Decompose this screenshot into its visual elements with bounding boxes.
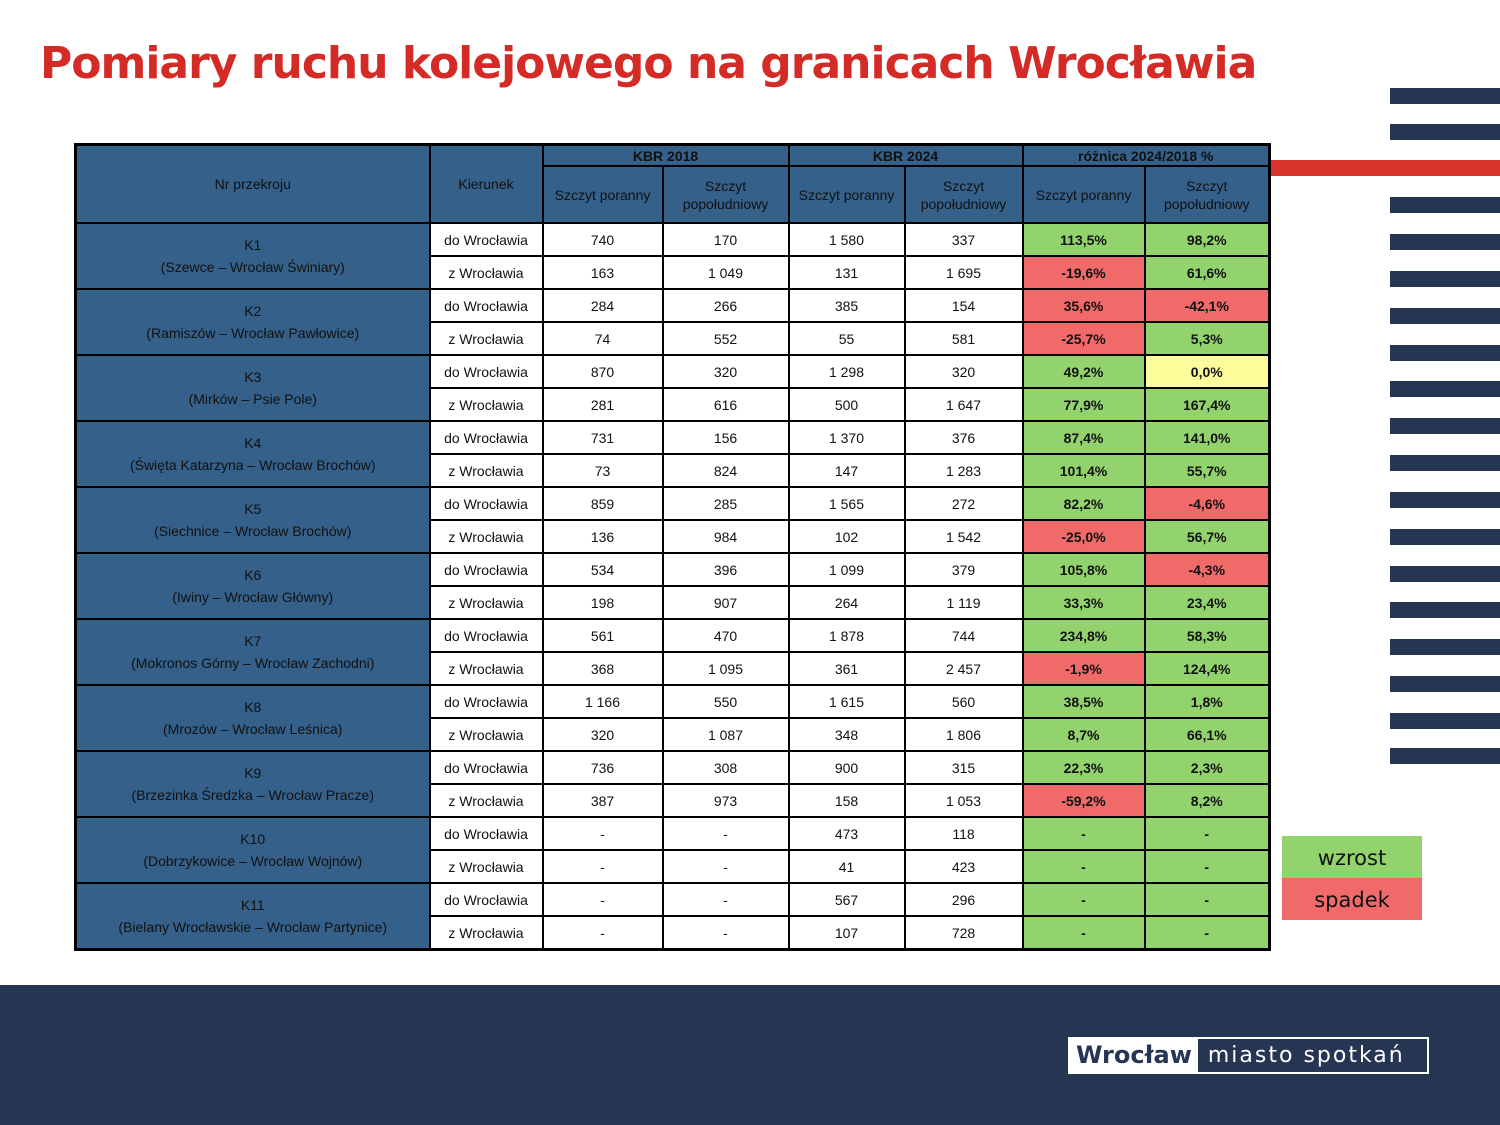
section-name: (Szewce – Wrocław Świniary) [160, 259, 345, 275]
value-cell: 1 166 [543, 685, 663, 718]
difference-cell: - [1145, 850, 1270, 883]
value-cell: 281 [543, 388, 663, 421]
value-cell: 158 [789, 784, 905, 817]
value-cell: 740 [543, 223, 663, 256]
section-name: (Siechnice – Wrocław Brochów) [154, 523, 352, 539]
difference-cell: 234,8% [1023, 619, 1145, 652]
value-cell: 907 [663, 586, 789, 619]
difference-cell: 8,7% [1023, 718, 1145, 751]
difference-cell: -25,0% [1023, 520, 1145, 553]
legend-decrease: spadek [1282, 878, 1422, 920]
value-cell: 315 [905, 751, 1023, 784]
value-cell: 198 [543, 586, 663, 619]
wroclaw-logo [1068, 1037, 1429, 1074]
section-name: (Mirków – Psie Pole) [188, 391, 317, 407]
value-cell: 470 [663, 619, 789, 652]
page-title: Pomiary ruchu kolejowego na granicach Wrocławia [40, 38, 1257, 89]
value-cell: 736 [543, 751, 663, 784]
difference-cell: 58,3% [1145, 619, 1270, 652]
value-cell: 1 283 [905, 454, 1023, 487]
direction-cell: do Wrocławia [430, 487, 543, 520]
section-cell [76, 685, 430, 751]
difference-cell: -19,6% [1023, 256, 1145, 289]
value-cell: 387 [543, 784, 663, 817]
header-kbr-2024: KBR 2024 [789, 145, 1023, 167]
value-cell: 320 [663, 355, 789, 388]
value-cell: 859 [543, 487, 663, 520]
difference-cell: 22,3% [1023, 751, 1145, 784]
section-name: (Mrozów – Wrocław Leśnica) [163, 721, 343, 737]
direction-cell: do Wrocławia [430, 817, 543, 850]
section-cell [76, 751, 430, 817]
table-row [76, 817, 1270, 850]
section-name: (Mokronos Górny – Wrocław Zachodni) [131, 655, 375, 671]
value-cell: 534 [543, 553, 663, 586]
legend [1282, 836, 1422, 920]
value-cell: 1 370 [789, 421, 905, 454]
difference-cell: -4,6% [1145, 487, 1270, 520]
direction-cell: do Wrocławia [430, 751, 543, 784]
difference-cell: 5,3% [1145, 322, 1270, 355]
traffic-table [74, 143, 1271, 951]
value-cell: 1 695 [905, 256, 1023, 289]
difference-cell: 113,5% [1023, 223, 1145, 256]
value-cell: 266 [663, 289, 789, 322]
table-row [76, 751, 1270, 784]
table-row [76, 883, 1270, 916]
section-cell [76, 619, 430, 685]
value-cell: 616 [663, 388, 789, 421]
value-cell: 567 [789, 883, 905, 916]
table-row [76, 553, 1270, 586]
value-cell: 2 457 [905, 652, 1023, 685]
value-cell: 1 565 [789, 487, 905, 520]
difference-cell: 8,2% [1145, 784, 1270, 817]
section-cell [76, 553, 430, 619]
value-cell: 1 647 [905, 388, 1023, 421]
difference-cell: 55,7% [1145, 454, 1270, 487]
direction-cell: z Wrocławia [430, 784, 543, 817]
header-afternoon-2018: Szczyt popołudniowy [663, 166, 789, 223]
header-afternoon-diff: Szczyt popołudniowy [1145, 166, 1270, 223]
difference-cell: 87,4% [1023, 421, 1145, 454]
value-cell: 361 [789, 652, 905, 685]
value-cell: 473 [789, 817, 905, 850]
difference-cell: 0,0% [1145, 355, 1270, 388]
value-cell: - [663, 817, 789, 850]
value-cell: 102 [789, 520, 905, 553]
section-code: K8 [244, 699, 262, 715]
value-cell: 1 095 [663, 652, 789, 685]
logo-slogan: miasto spotkań [1207, 1043, 1405, 1068]
section-code: K5 [244, 501, 262, 517]
value-cell: 1 119 [905, 586, 1023, 619]
section-name: (Brzezinka Średzka – Wrocław Pracze) [131, 787, 374, 803]
value-cell: 552 [663, 322, 789, 355]
value-cell: 396 [663, 553, 789, 586]
direction-cell: do Wrocławia [430, 355, 543, 388]
section-cell [76, 817, 430, 883]
direction-cell: z Wrocławia [430, 454, 543, 487]
value-cell: 320 [543, 718, 663, 751]
difference-cell: 141,0% [1145, 421, 1270, 454]
difference-cell: 98,2% [1145, 223, 1270, 256]
value-cell: 136 [543, 520, 663, 553]
value-cell: 285 [663, 487, 789, 520]
value-cell: - [543, 817, 663, 850]
direction-cell: z Wrocławia [430, 388, 543, 421]
value-cell: 154 [905, 289, 1023, 322]
difference-cell: - [1023, 883, 1145, 916]
direction-cell: z Wrocławia [430, 322, 543, 355]
value-cell: 1 615 [789, 685, 905, 718]
difference-cell: 105,8% [1023, 553, 1145, 586]
section-code: K4 [244, 435, 262, 451]
value-cell: 131 [789, 256, 905, 289]
section-code: K9 [244, 765, 262, 781]
value-cell: 107 [789, 916, 905, 950]
section-name: (Iwiny – Wrocław Główny) [172, 589, 334, 605]
difference-cell: 38,5% [1023, 685, 1145, 718]
value-cell: 731 [543, 421, 663, 454]
section-code: K3 [244, 369, 262, 385]
section-cell [76, 355, 430, 421]
value-cell: 118 [905, 817, 1023, 850]
value-cell: 170 [663, 223, 789, 256]
header-difference: różnica 2024/2018 % [1023, 145, 1270, 167]
value-cell: 73 [543, 454, 663, 487]
section-cell [76, 223, 430, 289]
value-cell: 744 [905, 619, 1023, 652]
value-cell: 296 [905, 883, 1023, 916]
table-row [76, 355, 1270, 388]
value-cell: 272 [905, 487, 1023, 520]
value-cell: 984 [663, 520, 789, 553]
difference-cell: - [1023, 817, 1145, 850]
difference-cell: 66,1% [1145, 718, 1270, 751]
value-cell: 368 [543, 652, 663, 685]
value-cell: 973 [663, 784, 789, 817]
difference-cell: - [1145, 916, 1270, 950]
section-code: K7 [244, 633, 262, 649]
value-cell: 1 878 [789, 619, 905, 652]
value-cell: 55 [789, 322, 905, 355]
section-name: (Bielany Wrocławskie – Wrocław Partynice) [118, 919, 388, 935]
difference-cell: 2,3% [1145, 751, 1270, 784]
logo-city: Wrocław [1070, 1039, 1198, 1072]
value-cell: 423 [905, 850, 1023, 883]
section-name: (Święta Katarzyna – Wrocław Brochów) [129, 457, 376, 473]
section-code: K1 [244, 237, 262, 253]
value-cell: 728 [905, 916, 1023, 950]
direction-cell: do Wrocławia [430, 553, 543, 586]
value-cell: 1 049 [663, 256, 789, 289]
value-cell: 337 [905, 223, 1023, 256]
value-cell: 561 [543, 619, 663, 652]
section-name: (Dobrzykowice – Wrocław Wojnów) [143, 853, 363, 869]
section-code: K2 [244, 303, 262, 319]
value-cell: 1 053 [905, 784, 1023, 817]
direction-cell: z Wrocławia [430, 652, 543, 685]
value-cell: 163 [543, 256, 663, 289]
value-cell: 1 580 [789, 223, 905, 256]
direction-cell: do Wrocławia [430, 289, 543, 322]
difference-cell: -25,7% [1023, 322, 1145, 355]
value-cell: 1 298 [789, 355, 905, 388]
direction-cell: do Wrocławia [430, 883, 543, 916]
difference-cell: 82,2% [1023, 487, 1145, 520]
value-cell: - [543, 916, 663, 950]
direction-cell: z Wrocławia [430, 916, 543, 950]
legend-increase: wzrost [1282, 836, 1422, 878]
table-body [76, 223, 1270, 950]
difference-cell: -42,1% [1145, 289, 1270, 322]
difference-cell: - [1145, 817, 1270, 850]
value-cell: 824 [663, 454, 789, 487]
header-afternoon-2024: Szczyt popołudniowy [905, 166, 1023, 223]
value-cell: 1 099 [789, 553, 905, 586]
direction-cell: z Wrocławia [430, 520, 543, 553]
difference-cell: 56,7% [1145, 520, 1270, 553]
difference-cell: 124,4% [1145, 652, 1270, 685]
direction-cell: do Wrocławia [430, 421, 543, 454]
header-morning-2024: Szczyt poranny [789, 166, 905, 223]
value-cell: 41 [789, 850, 905, 883]
value-cell: 308 [663, 751, 789, 784]
header-section: Nr przekroju [76, 145, 430, 224]
direction-cell: z Wrocławia [430, 850, 543, 883]
difference-cell: 61,6% [1145, 256, 1270, 289]
value-cell: 379 [905, 553, 1023, 586]
table-row [76, 487, 1270, 520]
table-row [76, 619, 1270, 652]
value-cell: 1 806 [905, 718, 1023, 751]
value-cell: 147 [789, 454, 905, 487]
section-code: K11 [240, 897, 265, 913]
section-code: K10 [240, 831, 266, 847]
difference-cell: -59,2% [1023, 784, 1145, 817]
difference-cell: 33,3% [1023, 586, 1145, 619]
difference-cell: 101,4% [1023, 454, 1145, 487]
value-cell: 284 [543, 289, 663, 322]
difference-cell: 167,4% [1145, 388, 1270, 421]
value-cell: 376 [905, 421, 1023, 454]
value-cell: - [663, 883, 789, 916]
section-cell [76, 289, 430, 355]
direction-cell: z Wrocławia [430, 586, 543, 619]
difference-cell: - [1145, 883, 1270, 916]
section-cell [76, 487, 430, 553]
value-cell: 870 [543, 355, 663, 388]
direction-cell: z Wrocławia [430, 718, 543, 751]
table-row [76, 421, 1270, 454]
header-kbr-2018: KBR 2018 [543, 145, 789, 167]
difference-cell: 1,8% [1145, 685, 1270, 718]
value-cell: 900 [789, 751, 905, 784]
value-cell: 385 [789, 289, 905, 322]
value-cell: 320 [905, 355, 1023, 388]
difference-cell: 35,6% [1023, 289, 1145, 322]
value-cell: - [543, 850, 663, 883]
value-cell: 156 [663, 421, 789, 454]
section-cell [76, 421, 430, 487]
header-morning-2018: Szczyt poranny [543, 166, 663, 223]
header-morning-diff: Szczyt poranny [1023, 166, 1145, 223]
difference-cell: -1,9% [1023, 652, 1145, 685]
value-cell: 74 [543, 322, 663, 355]
section-cell [76, 883, 430, 950]
value-cell: - [663, 850, 789, 883]
value-cell: 500 [789, 388, 905, 421]
difference-cell: 49,2% [1023, 355, 1145, 388]
direction-cell: z Wrocławia [430, 256, 543, 289]
section-code: K6 [244, 567, 262, 583]
direction-cell: do Wrocławia [430, 223, 543, 256]
value-cell: - [663, 916, 789, 950]
value-cell: - [543, 883, 663, 916]
direction-cell: do Wrocławia [430, 619, 543, 652]
value-cell: 348 [789, 718, 905, 751]
difference-cell: 77,9% [1023, 388, 1145, 421]
value-cell: 560 [905, 685, 1023, 718]
value-cell: 581 [905, 322, 1023, 355]
table-row [76, 223, 1270, 256]
header-direction: Kierunek [430, 145, 543, 224]
value-cell: 550 [663, 685, 789, 718]
value-cell: 1 542 [905, 520, 1023, 553]
difference-cell: 23,4% [1145, 586, 1270, 619]
direction-cell: do Wrocławia [430, 685, 543, 718]
table-row [76, 685, 1270, 718]
value-cell: 1 087 [663, 718, 789, 751]
difference-cell: - [1023, 916, 1145, 950]
difference-cell: -4,3% [1145, 553, 1270, 586]
value-cell: 264 [789, 586, 905, 619]
table-row [76, 289, 1270, 322]
section-name: (Ramiszów – Wrocław Pawłowice) [146, 325, 360, 341]
difference-cell: - [1023, 850, 1145, 883]
